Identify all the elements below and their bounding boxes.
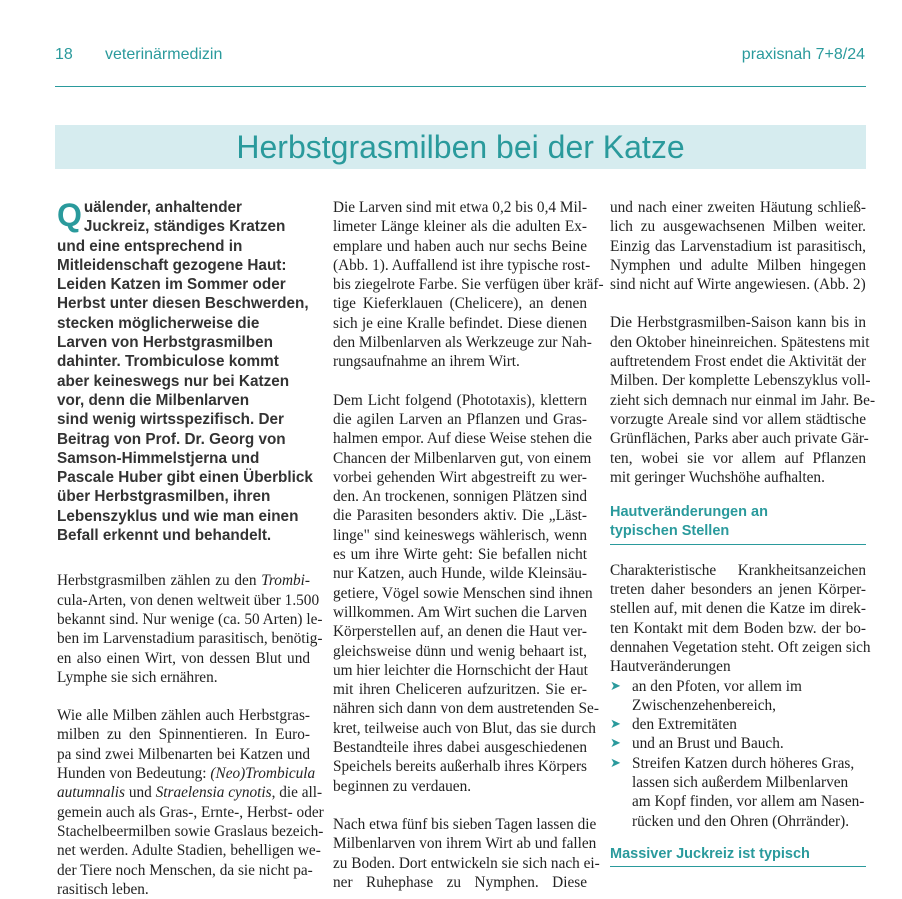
body-paragraph — [333, 391, 599, 796]
list-item-continuation: lassen sich außerdem Milbenlarven — [632, 774, 849, 792]
page-header — [0, 0, 902, 90]
title-band — [55, 125, 866, 169]
text-line: ten Kontakt mit dem Boden bzw. der bo- — [610, 619, 866, 637]
header-rule — [55, 86, 866, 87]
text-line: rungsaufnahme an ihrem Wirt. — [333, 353, 520, 371]
text-line: mit geringer Wuchshöhe aufhalten. — [610, 468, 825, 486]
text-line: Nach etwa fünf bis sieben Tagen lassen die — [333, 815, 597, 833]
text-line: ner Ruhephase zu Nymphen. Diese — [333, 873, 587, 891]
text-line: Milbenlarven von ihrem Wirt ab und fallen — [333, 835, 597, 853]
body-paragraph — [610, 198, 866, 294]
subheading: typischen Stellen — [610, 523, 730, 540]
text-line: Nymphen und adulte Milben hingegen — [610, 256, 866, 274]
body-paragraph — [333, 815, 600, 892]
text-line: vorbei gehenden Wirt abgestreift zu wer- — [333, 468, 587, 486]
text-line: Speichels bereits außerhalb ihres Körpers — [333, 758, 588, 776]
arrow-bullet-icon: ➤ — [610, 736, 621, 752]
text-line: und nach einer zweiten Häutung schließ- — [610, 199, 866, 216]
body-paragraph — [610, 561, 871, 677]
subheading: Massiver Juckreiz ist typisch — [610, 845, 810, 862]
list-item-continuation: Zwischenzehenbereich, — [632, 696, 776, 714]
text-line: es um ihre Wirte geht: Sie befallen nicht — [333, 546, 587, 564]
text-line: Die Larven sind mit etwa 0,2 bis 0,4 Mil- — [333, 199, 588, 216]
text-line: zieht sich demnach nur einmal im Jahr. Be- — [610, 391, 876, 409]
text-line: lich zu ausgewachsenen Milben weiter. — [610, 218, 866, 236]
text-line: die agilen Larven an Pflanzen und Gras- — [333, 410, 587, 428]
bullet-list — [610, 677, 866, 831]
lead-line: Samson-Himmelstjerna und — [57, 449, 260, 467]
text-line: emplare und haben auch nur sechs Beine — [333, 237, 587, 255]
text-line: vorzugte Areale sind vor allem städtische — [610, 410, 866, 428]
text-line: Lymphe sie sich ernähren. — [57, 668, 218, 686]
text-line: gemein auch als Gras-, Ernte-, Herbst- oder — [57, 803, 324, 821]
list-item-continuation: rücken und den Ohren (Ohrränder). — [632, 812, 850, 830]
lead-line: aber keineswegs nur bei Katzen — [57, 372, 290, 390]
column-1 — [57, 197, 324, 899]
lead-line: Herbst unter diesen Beschwerden, — [57, 295, 309, 313]
body-paragraph — [333, 198, 604, 372]
text-line: kret, teilweise auch von Blut, das sie durch — [333, 719, 596, 737]
lead-line: Larven von Herbstgrasmilben — [57, 334, 273, 352]
text-line: linge" sind keineswegs wählerisch, wenn — [333, 526, 587, 544]
text-line: sind nicht auf Wirte angewiesen. (Abb. 2) — [610, 276, 866, 294]
section-label: veterinärmedizin — [105, 46, 223, 63]
lead-line: sind wenig wirtsspezifisch. Der — [57, 411, 284, 429]
text-line: den. An trockenen, sonnigen Plätzen sind — [333, 488, 587, 506]
list-item-continuation: am Kopf finden, vor allem am Nasen- — [632, 793, 865, 811]
text-line: ten, wobei sie vor allem auf Pflanzen — [610, 449, 866, 467]
text-line: autumnalis und Straelensia cynotis, die all- — [57, 784, 323, 802]
list-item: ➤ den Extremitäten — [610, 716, 737, 734]
lead-line: Lebenszyklus und wie man einen — [57, 507, 299, 525]
text-line: milben zu den Spinnentieren. In Euro- — [57, 726, 310, 744]
lead-line: Befall erkennt und behandelt. — [57, 527, 272, 545]
lead-line: Pascale Huber gibt einen Überblick — [57, 469, 313, 487]
list-item: ➤ Streifen Katzen durch höheres Gras, — [610, 754, 855, 772]
text-line: ben im Larvenstadium parasitisch, benötig- — [57, 630, 323, 648]
lead-line: dahinter. Trombiculose kommt — [57, 353, 279, 371]
text-line: Charakteristische Krankheitsanzeichen — [610, 561, 866, 579]
column-3 — [610, 198, 876, 867]
text-line: Einzig das Larvenstadium ist parasitisch, — [610, 237, 866, 255]
text-line: willkommen. Am Wirt suchen die Larven — [333, 603, 587, 621]
text-line: Herbstgrasmilben zählen zu den Trombi- — [57, 572, 310, 590]
text-line: bekannt sind. Nur wenige (ca. 50 Arten) le- — [57, 610, 323, 628]
journal-issue: praxisnah 7+8/24 — [741, 46, 865, 63]
text-line: stellen auf, mit denen die Katze im direk- — [610, 600, 866, 618]
drop-cap: Q — [57, 197, 82, 233]
body-paragraph — [57, 571, 323, 687]
lead-line: Juckreiz, ständiges Kratzen — [83, 218, 286, 236]
text-line: beginnen zu verdauen. — [333, 777, 472, 795]
text-line: bis ziegelrote Farbe. Sie verfügen über kräf- — [333, 276, 604, 294]
text-line: Bestandteile ihres dabei ausgeschiedenen — [333, 739, 587, 757]
text-line: Wie alle Milben zählen auch Herbstgras- — [57, 707, 310, 725]
lead-line: Mitleidenschaft gezogene Haut: — [57, 256, 287, 274]
text-line: net werden. Adulte Stadien, behelligen we- — [57, 842, 321, 860]
column-2 — [333, 198, 604, 892]
text-line: nähren sich dann von dem austretenden Se- — [333, 700, 599, 718]
text-line: en also einen Wirt, von dessen Blut und — [57, 649, 310, 667]
text-line: tige Kieferklauen (Chelicere), an denen — [333, 295, 587, 313]
lead-line: über Herbstgrasmilben, ihren — [57, 488, 271, 506]
arrow-bullet-icon: ➤ — [610, 678, 621, 694]
text-line: limeter Länge kleiner als die adulten Ex- — [333, 218, 587, 236]
text-line: halmen empor. Auf diese Weise stehen die — [333, 430, 592, 448]
subheading-rule — [610, 866, 866, 867]
lead-line: und eine entsprechend in — [57, 237, 243, 255]
lead-line: vor, denn die Milbenlarven — [57, 391, 250, 409]
text-line: rasitisch leben. — [57, 880, 149, 898]
text-line: zu Boden. Dort entwickeln sie sich nach ei- — [333, 854, 600, 872]
text-line: Stachelbeermilben sowie Graslaus bezeich- — [57, 822, 324, 840]
text-line: Dem Licht folgend (Phototaxis), klettern — [333, 391, 587, 409]
lead-line: stecken möglicherweise die — [57, 314, 260, 332]
list-item: ➤ und an Brust und Bauch. — [610, 735, 784, 753]
text-line: nur Katzen, auch Hunde, wilde Kleinsäu- — [333, 565, 587, 583]
text-line: getiere, Vögel sowie Menschen sind ihnen — [333, 584, 593, 602]
text-line: pa sind zwei Milbenarten bei Katzen und — [57, 745, 310, 763]
text-line: treten daher besonders an jenen Körper- — [610, 581, 866, 599]
text-line: Körperstellen auf, an denen die Haut ver- — [333, 623, 587, 641]
text-line: cula-Arten, von denen weltweit über 1.500 — [57, 591, 320, 609]
lead-line: Beitrag von Prof. Dr. Georg von — [57, 430, 286, 448]
article-title: Herbstgrasmilben bei der Katze — [236, 129, 685, 165]
text-line: sich je eine Kralle befindet. Diese dienen — [333, 314, 587, 332]
text-line: gleichsweise dünn und wenig behaart ist, — [333, 642, 587, 660]
text-line: Chancen der Milbenlarven gut, von einem — [333, 449, 592, 467]
arrow-bullet-icon: ➤ — [610, 717, 621, 733]
text-line: den Oktober hineinreichen. Spätestens mit — [610, 333, 870, 351]
subheading: Hautveränderungen an — [610, 504, 768, 521]
text-line: auftretendem Frost endet die Aktivität der — [610, 353, 867, 371]
text-line: Hautveränderungen — [610, 658, 731, 676]
page-number: 18 — [55, 46, 73, 63]
text-line: um hier leichter die Hornschicht der Haut — [333, 661, 588, 679]
arrow-bullet-icon: ➤ — [610, 755, 621, 771]
lead-line: Leiden Katzen im Sommer oder — [57, 276, 286, 294]
body-paragraph — [610, 313, 876, 487]
text-line: den Milbenlarven als Werkzeuge zur Nah- — [333, 334, 592, 352]
list-item: ➤ an den Pfoten, vor allem im — [610, 677, 802, 695]
body-paragraph — [57, 706, 324, 899]
text-line: Die Herbstgrasmilben-Saison kann bis in — [610, 314, 866, 332]
text-line: Grünflächen, Parks aber auch private Gär- — [610, 430, 869, 448]
text-line: Milben. Der komplette Lebenszyklus voll- — [610, 372, 871, 390]
text-line: Hunden von Bedeutung: (Neo)Trombicula — [57, 765, 316, 783]
text-line: dennahen Vegetation steht. Oft zeigen sich — [610, 638, 871, 656]
text-line: die Parasiten besonders aktiv. Die „Läst- — [333, 507, 587, 525]
lead-line: uälender, anhaltender — [83, 199, 243, 216]
lead-paragraph — [57, 197, 313, 545]
text-line: mit ihren Cheliceren aufzuritzen. Sie er- — [333, 681, 587, 699]
text-line: der Tiere noch Menschen, da sie nicht pa- — [57, 861, 313, 879]
text-line: (Abb. 1). Auffallend ist ihre typische rost- — [333, 256, 591, 274]
